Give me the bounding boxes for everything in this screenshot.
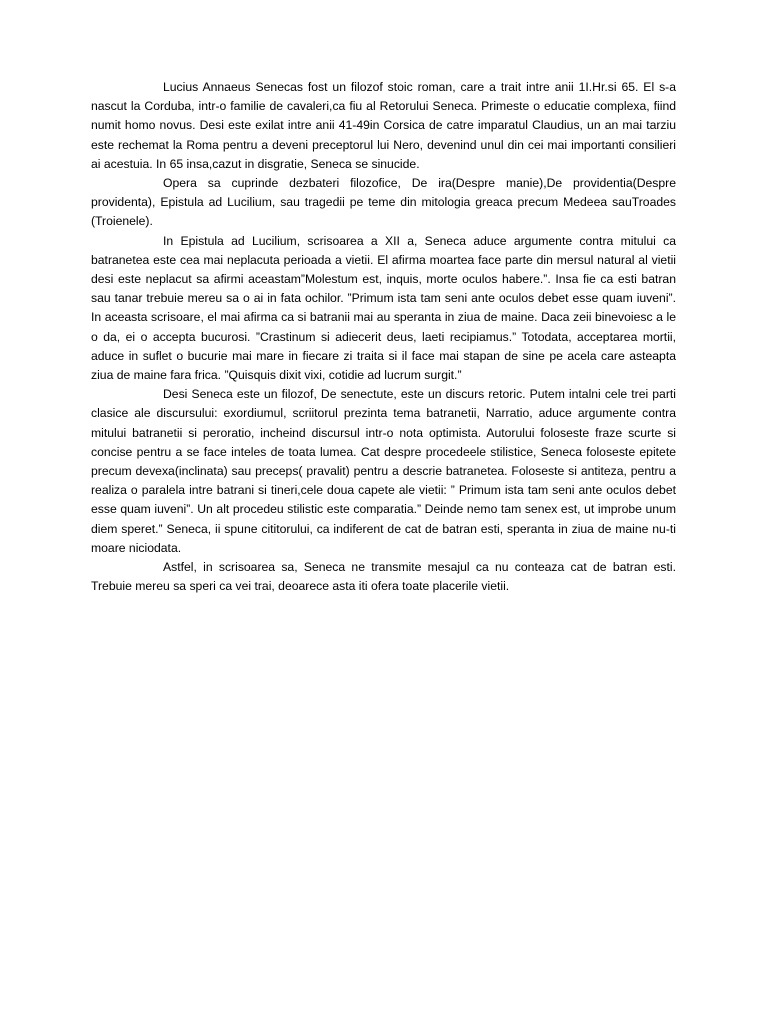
paragraph-epistula: In Epistula ad Lucilium, scrisoarea a XII a, Seneca aduce argumente contra mitului ca batranetea este cea mai neplacuta perioada a vietii. El afirma moartea face parte din mersul natural al vietii desi este neplacut sa afirmi aceastam”Molestum est, inquis, morte oculos habere.”. Insa fie ca esti batran sau tanar trebuie mereu sa o ai in fata ochilor. ”Primum ista tam seni ante oculos debet esse quam iuveni”. In aceasta scrisoare, el mai afirma ca si batranii mai au speranta in ziua de maine. Daca zeii binevoiesc a le o da, ei o accepta bucurosi. ”Crastinum si adiecerit deus, laeti recipiamus.” Totodata, acceptarea mortii, aduce in suflet o bucurie mai mare in fiecare zi traita si il face mai stapan de sine pe acela care asteapta ziua de maine fara frica. ”Quisquis dixit vixi, cotidie ad lucrum surgit.” — [91, 233, 676, 383]
paragraph-biography: Lucius Annaeus Senecas fost un filozof stoic roman, care a trait intre anii 1I.Hr.si 65. El s-a nascut la Corduba, intr-o familie de cavaleri,ca fiu al Retorului Seneca. Primeste o educatie complexa, fiind numit homo novus. Desi este exilat intre anii 41-49in Corsica de catre imparatul Claudius, un an mai tarziu este rechemat la Roma pentru a deveni preceptorul lui Nero, devenind unul din cei mai importanti consilieri ai acestuia. In 65 insa,cazut in disgratie, Seneca se sinucide. — [91, 80, 676, 171]
paragraph-rhetoric: Desi Seneca este un filozof, De senectute, este un discurs retoric. Putem intalni cele trei parti clasice ale discursului: exordiumul, scriitorul prezinta tema batranetii, Narratio, aduce argumente contra mitului batranetii si peroratio, incheind discursul intr-o nota optimista. Autorului foloseste fraze scurte si concise pentru a se face inteles de toata lumea. Cat despre procedeele stilistice, Seneca foloseste epitete precum devexa(inclinata) sau preceps( pravalit) pentru a descrie batranetea. Foloseste si antiteza, pentru a realiza o paralela intre batrani si tineri,cele doua capete ale vietii: ” Primum ista tam seni ante oculos debet esse quam iuveni”. Un alt procedeu stilistic este comparatia.” Deinde nemo tam senex est, ut improbe unum diem speret.” Seneca, ii spune cititorului, ca indiferent de cat de batran esti, speranta in ziua de maine nu-ti moare niciodata. — [91, 387, 676, 555]
document-page — [91, 78, 676, 596]
paragraph-works: Opera sa cuprinde dezbateri filozofice, De ira(Despre manie),De providentia(Despre providenta), Epistula ad Lucilium, sau tragedii pe teme din mitologia greaca precum Medeea sauTroades (Troienele). — [91, 176, 676, 229]
paragraph-conclusion: Astfel, in scrisoarea sa, Seneca ne transmite mesajul ca nu conteaza cat de batran esti. Trebuie mereu sa speri ca vei trai, deoarece asta iti ofera toate placerile vietii. — [91, 560, 676, 594]
